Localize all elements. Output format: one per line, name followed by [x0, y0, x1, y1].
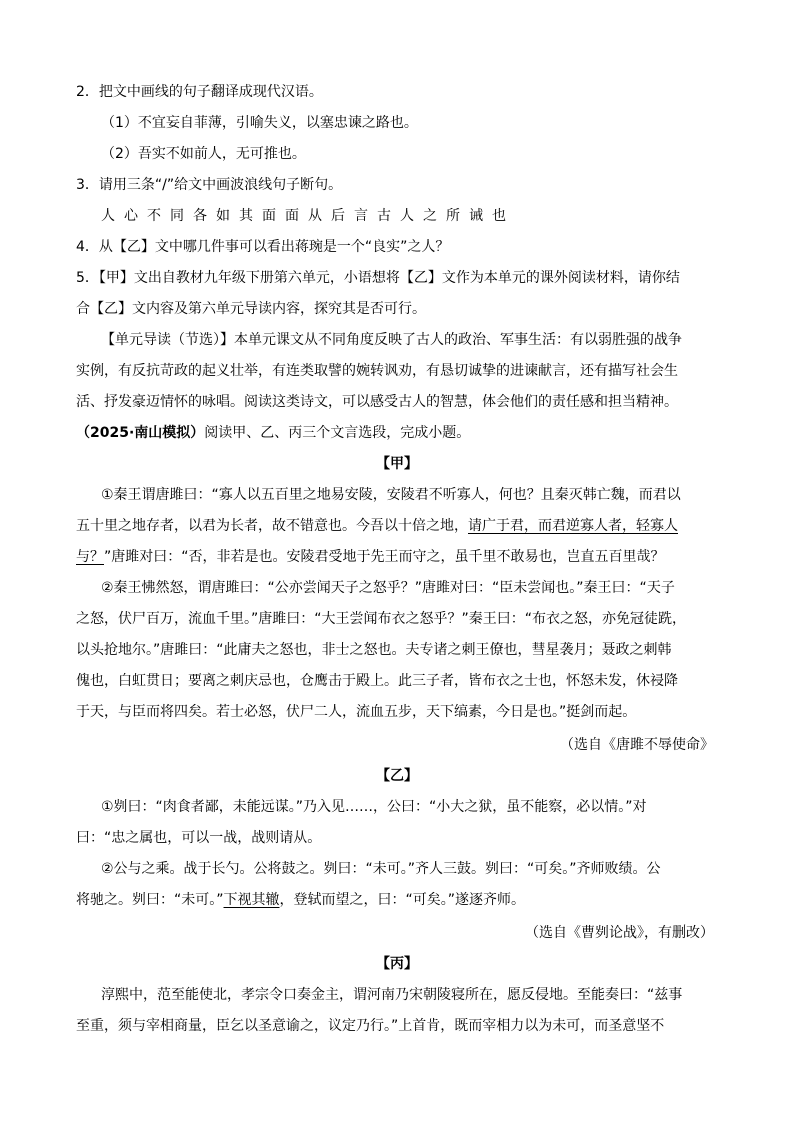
new-question-text: 阅读甲、乙、丙三个文言选段，完成小题。: [204, 425, 471, 441]
bing-p1-line-2: 至重，须与宰相商量，臣乞以圣意谕之，议定乃行。”上首肯，既而宰相力以为未可，而圣意坚不: [76, 1018, 665, 1034]
yi-source: （选自《曹刿论战》，有删改）: [525, 925, 714, 941]
jia-p1-line-1: ①秦王谓唐雎曰：“寡人以五百里之地易安陵，安陵君不听寡人，何也？且秦灭韩亡魏，而君以: [101, 487, 681, 503]
jia-p2-line-3: 以头抢地尔。”唐雎曰：“此庸夫之怒也，非士之怒也。夫专诸之刺王僚也，彗星袭月；聂政之刺韩: [76, 642, 672, 658]
unit-guide-line-2: 实例，有反抗苛政的起义壮举，有连类取譬的婉转讽劝，有恳切诚挚的进谏献言，还有描写社会生: [76, 363, 678, 379]
yi-p2-line-2-text-a: 将驰之。刿曰：“未可。”: [76, 892, 224, 908]
section-heading-yi: 【乙】: [376, 768, 418, 784]
question-2-item-1: （1）不宜妄自菲薄，引喻失义，以塞忠谏之路也。: [101, 115, 418, 131]
underlined-sentence-end: 与？: [76, 549, 104, 565]
question-3-sentence: 人心不同各如其面面从后言古人之所诫也: [101, 208, 515, 224]
jia-p1-line-2-text: 五十里之地存者，以君为长者，故不错意也。今吾以十倍之地，: [76, 518, 468, 534]
jia-p2-line-5: 于天，与臣而将四矣。若士必怒，伏尸二人，流血五步，天下缟素，今日是也。”挺剑而起。: [76, 704, 637, 720]
yi-p1-line-1: ①刿曰：“肉食者鄙，未能远谋。”乃入见……，公曰：“小大之狱，虽不能察，必以情。”对: [101, 799, 647, 815]
question-2-item-2: （2）吾实不如前人，无可推也。: [101, 146, 306, 162]
underlined-phrase: 下视其辙: [223, 892, 280, 908]
jia-p2-line-4: 傀也，白虹贯日；要离之刺庆忌也，仓鹰击于殿上。此三子者，皆布衣之士也，怀怒未发，休祲降: [76, 673, 678, 689]
bing-p1-line-1: 淳熙中，范至能使北，孝宗令口奏金主，谓河南乃宋朝陵寝所在，愿反侵地。至能奏曰：“兹事: [101, 987, 683, 1003]
jia-p1-line-2: [76, 516, 678, 536]
yi-p2-line-1: ②公与之乘。战于长勺。公将鼓之。刿曰：“未可。”齐人三鼓。刿曰：“可矣。”齐师败绩。公: [101, 861, 661, 877]
question-4-stem: 4．从【乙】文中哪几件事可以看出蒋琬是一个“良实”之人？: [76, 239, 450, 255]
underlined-sentence: 请广于君，而君逆寡人者，轻寡人: [468, 518, 678, 534]
question-5-line-1: 5．【甲】文出自教材九年级下册第六单元，小语想将【乙】文作为本单元的课外阅读材料，请你结: [76, 270, 680, 286]
jia-source: （选自《唐雎不辱使命》: [560, 737, 714, 753]
question-2-stem: 2．把文中画线的句子翻译成现代汉语。: [76, 84, 323, 100]
unit-guide-line-1: 【单元导读（节选）】本单元课文从不同角度反映了古人的政治、军事生活：有以弱胜强的战争: [101, 332, 682, 348]
question-3-stem: 3．请用三条“/”给文中画波浪线句子断句。: [76, 177, 343, 193]
jia-p2-line-1: ②秦王怫然怒，谓唐雎曰：“公亦尝闻天子之怒乎？”唐雎对曰：“臣未尝闻也。”秦王曰：“天子: [101, 580, 675, 596]
unit-guide-line-3: 活、抒发豪迈情怀的咏唱。阅读这类诗文，可以感受古人的智慧，体会他们的责任感和担当精神。: [76, 394, 678, 410]
jia-p1-line-3-text: ”唐雎对曰：“否，非若是也。安陵君受地于先王而守之，虽千里不敢易也，岂直五百里哉？: [104, 549, 665, 565]
section-heading-bing: 【丙】: [376, 956, 418, 972]
jia-p1-line-3: [76, 547, 665, 567]
new-question-stem: [76, 423, 470, 443]
question-5-line-2: 合【乙】文内容及第六单元导读内容，探究其是否可行。: [76, 301, 426, 317]
yi-p1-line-2: 曰：“忠之属也，可以一战，战则请从。: [76, 830, 322, 846]
source-tag: （2025·南山模拟）: [76, 425, 205, 441]
section-heading-jia: 【甲】: [376, 456, 418, 472]
yi-p2-line-2: [76, 890, 525, 910]
jia-p2-line-2: 之怒，伏尸百万，流血千里。”唐雎曰：“大王尝闻布衣之怒乎？”秦王曰：“布衣之怒，亦免冠徒跣，: [76, 611, 687, 627]
yi-p2-line-2-text-c: ，登轼而望之，曰：“可矣。”遂逐齐师。: [279, 892, 526, 908]
